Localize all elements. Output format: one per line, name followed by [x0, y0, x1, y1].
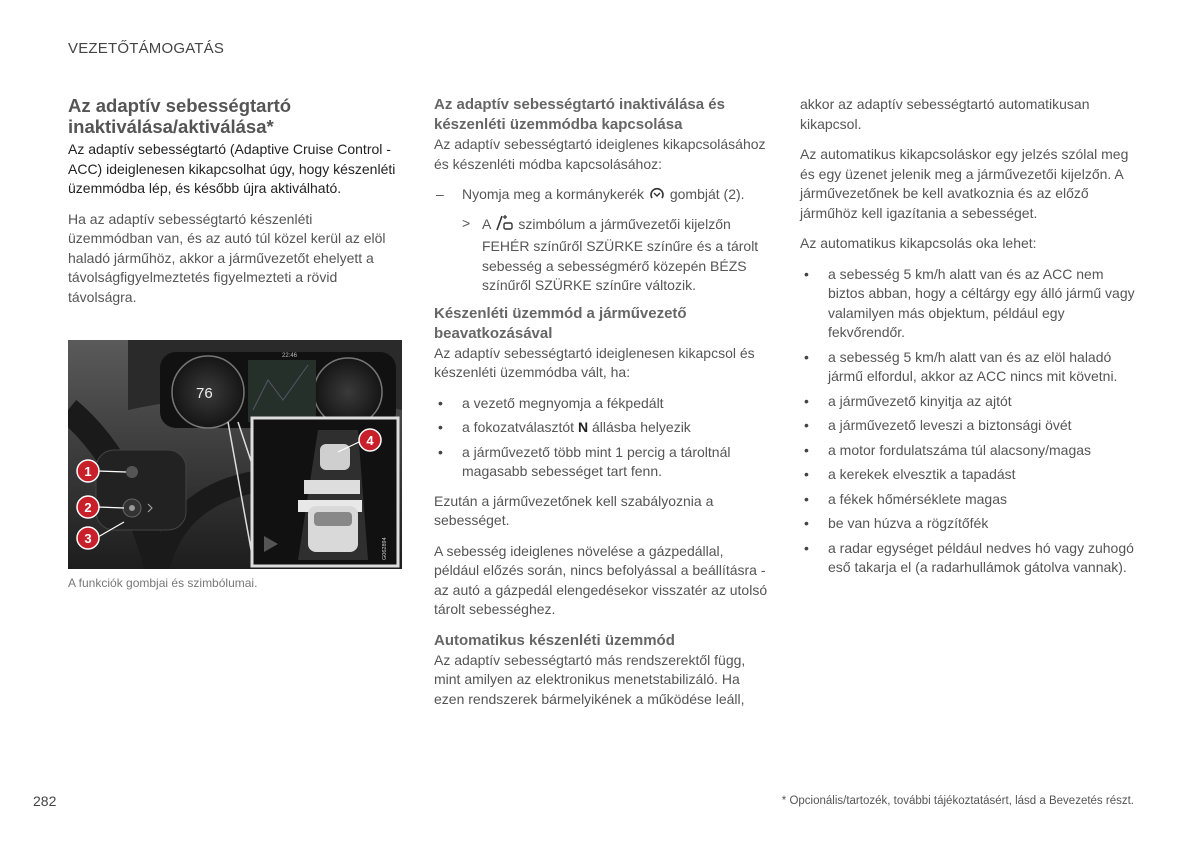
auto-off-signal-paragraph: Az automatikus kikapcsoláskor egy jelzés szólal meg és egy üzenet jelenik meg a járművezetői kijelzőn. A járművezetőnek be kell avatkoznia és az előző járműhöz kell igazítania a sebességet. — [800, 146, 1129, 221]
footnote: * Opcionális/tartozék, további tájékoztatásért, lásd a Bevezetés részt. — [781, 795, 1134, 807]
auto-off-causes-list — [800, 265, 1136, 578]
result-marker: > — [462, 214, 471, 231]
step-result — [434, 214, 770, 296]
standby-conditions-list — [434, 394, 770, 482]
step-marker: – — [436, 186, 444, 202]
result-text-b: szimbólum a járművezetői kijelzőn FEHÉR színűről SZÜRKE színűre és a tárolt sebesség a sebességmérő közepén BÉZS színűről SZÜRKE színűre változik. — [482, 215, 759, 293]
list-item: • a radar egységet például nedves hó vagy zuhogó eső takarja el (a radarhullámok gátolva vannak). — [804, 539, 1134, 575]
column-1 — [68, 95, 398, 318]
standby-driver-intro: Az adaptív sebességtartó ideiglenesen kikapcsol és készenléti üzemmódba vált, ha: — [434, 344, 755, 380]
regulate-speed-paragraph: Ezután a járművezetőnek kell szabályoznia a sebességet. — [434, 492, 714, 528]
auto-standby-paragraph: Az adaptív sebességtartó más rendszerektől függ, mint amilyen az elektronikus menetstabilizáló. Ha ezen rendszerek bármelyikének a működése leáll, — [434, 651, 746, 707]
intro-paragraph: Az adaptív sebességtartó (Adaptive Cruise Control - ACC) ideiglenesen kikapcsolhat úgy, hogy készenléti üzemmódba lép, és később újra aktiválható. — [68, 141, 396, 196]
accelerator-paragraph: A sebesség ideiglenes növelése a gázpedállal, például előzés során, nincs befolyással a beállításra - az autó a gázpedál elengedésekor visszatér az utolsó tárolt sebességhez. — [434, 542, 768, 617]
figure-caption: A funkciók gombjai és szimbólumai. — [68, 576, 258, 590]
list-item: • a járművezető több mint 1 percig a tároltnál magasabb sebességet tart fenn. — [438, 443, 731, 479]
figure-code: G062894 — [382, 537, 388, 560]
acc-symbol-icon — [494, 214, 514, 238]
list-item: • a fékek hőmérséklete magas — [804, 490, 1007, 507]
speed-readout: 76 — [196, 385, 213, 402]
step-text-a: Nyomja meg a kormánykerék — [462, 186, 645, 202]
list-item: • a vezető megnyomja a fékpedált — [438, 394, 664, 411]
result-text-a: A — [482, 215, 491, 232]
auto-off-causes-intro: Az automatikus kikapcsolás oka lehet: — [800, 235, 1037, 251]
deactivate-heading: Az adaptív sebességtartó inaktiválása és készenléti üzemmódba kapcsolása — [434, 96, 725, 133]
svg-text:3: 3 — [84, 531, 92, 546]
svg-text:2: 2 — [84, 500, 92, 515]
section-header: VEZETŐTÁMOGATÁS — [68, 40, 225, 57]
column-3 — [800, 95, 1136, 588]
column-2 — [434, 95, 770, 720]
step-text-b: gombját (2). — [669, 186, 745, 202]
steering-wheel-button-icon — [648, 186, 666, 208]
list-item: • a járművezető leveszi a biztonsági övét — [804, 417, 1072, 433]
svg-text:4: 4 — [366, 433, 374, 448]
standby-driver-heading: Készenléti üzemmód a járművezető beavatkozásával — [434, 304, 687, 342]
page-number: 282 — [33, 793, 57, 809]
main-heading: Az adaptív sebességtartó inaktiválása/aktiválása* — [68, 95, 292, 137]
list-item: • a járművezető kinyitja az ajtót — [804, 392, 1012, 409]
list-item: • be van húzva a rögzítőfék — [804, 515, 989, 531]
list-item: • a sebesség 5 km/h alatt van és az elöl haladó jármű elfordul, akkor az ACC nincs mit követni. — [804, 348, 1118, 384]
standby-warning-paragraph: Ha az adaptív sebességtartó készenléti üzemmódban van, és az autó túl közel kerül az elöl haladó járműhöz, akkor a járművezetőt ehelyett a távolságfigyelmeztetés figyelmezteti a rövid távolságra. — [68, 210, 386, 305]
step-item — [434, 185, 770, 208]
dashboard-figure — [68, 340, 402, 569]
svg-text:1: 1 — [84, 464, 92, 479]
list-item: • a sebesség 5 km/h alatt van és az ACC nem biztos abban, hogy a céltárgy egy álló jármű vagy valamilyen más objektum, például egy fekvőrendőr. — [804, 265, 1135, 340]
auto-standby-heading: Automatikus készenléti üzemmód — [434, 631, 675, 649]
list-item: • a motor fordulatszáma túl alacsony/magas — [804, 441, 1092, 458]
auto-off-paragraph: akkor az adaptív sebességtartó automatikusan kikapcsol. — [800, 96, 1090, 132]
dashboard-illustration — [68, 340, 402, 569]
list-item: • a fokozatválasztót N állásba helyezik — [438, 419, 691, 435]
clock-text: 22:46 — [282, 353, 298, 359]
deactivate-intro: Az adaptív sebességtartó ideiglenes kikapcsolásához és készenléti módba kapcsolásához: — [434, 136, 766, 172]
list-item: • a kerekek elvesztik a tapadást — [804, 466, 1016, 482]
